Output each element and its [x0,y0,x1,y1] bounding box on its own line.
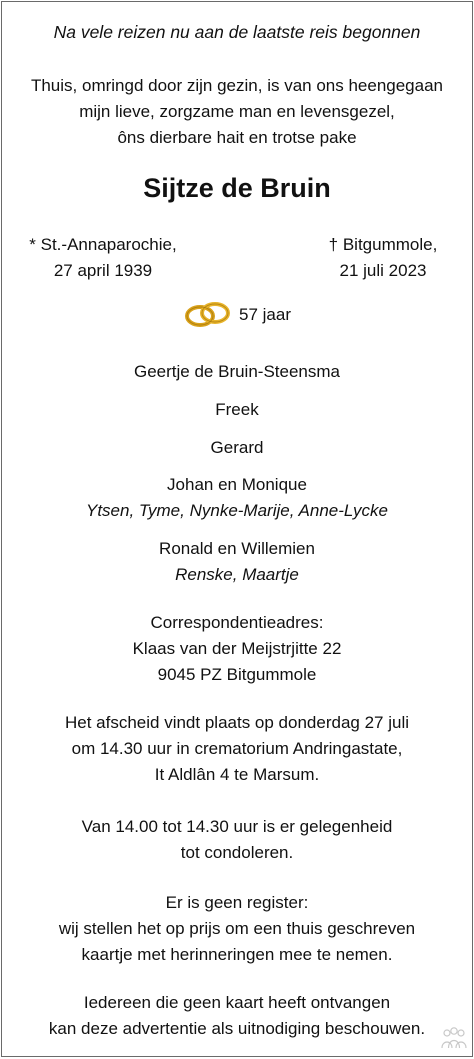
child-name: Johan en Monique [167,475,307,494]
register-info [2,890,472,968]
register-line: Er is geen register: [165,893,309,912]
correspondence-address [2,610,472,688]
family-spouse [2,359,472,385]
register-line: wij stellen het op prijs om een thuis geschreven [58,919,416,938]
register-line: kaartje met herinneringen mee te nemen. [81,945,393,964]
farewell-info [2,710,472,788]
family-child [2,397,472,423]
correspondence-street: Klaas van der Meijstrjitte 22 [132,639,342,658]
marriage-years [2,300,472,330]
farewell-line: om 14.30 uur in crematorium Andringastate, [71,739,403,758]
condolence-line: Van 14.00 tot 14.30 uur is er gelegenheid [81,817,393,836]
condolence-info [2,814,472,866]
people-group-icon [440,1026,468,1052]
family-child [2,435,472,461]
death-date: 21 juli 2023 [339,261,427,280]
child-name: Freek [215,400,259,419]
motto: Na vele reizen nu aan de laatste reis begonnen [53,22,421,42]
invitation-line: Iedereen die geen kaart heeft ontvangen [83,993,391,1012]
intro-line: mijn lieve, zorgzame man en levensgezel, [79,102,395,121]
spouse-name: Geertje de Bruin-Steensma [134,362,340,381]
deceased-name: Sijtze de Bruin [143,173,331,203]
correspondence-city: 9045 PZ Bitgummole [157,665,317,684]
obituary-card [1,1,473,1057]
farewell-line: It Aldlân 4 te Marsum. [154,765,320,784]
birth-info [18,232,188,284]
grandchildren-names: Renske, Maartje [175,565,299,584]
intro-line: ôns dierbare hait en trotse pake [117,128,357,147]
condolence-line: tot condoleren. [180,843,294,862]
child-name: Gerard [210,438,264,457]
family-child [2,536,472,588]
grandchildren-names: Ytsen, Tyme, Nynke-Marije, Anne-Lycke [85,501,388,520]
death-info [315,232,451,284]
invitation-line: kan deze advertentie als uitnodiging beschouwen. [48,1019,426,1038]
family-child [2,472,472,524]
farewell-line: Het afscheid vindt plaats op donderdag 27 juli [64,713,409,732]
correspondence-label: Correspondentieadres: [150,613,324,632]
child-name: Ronald en Willemien [159,539,315,558]
death-place: † Bitgummole, [328,235,438,254]
invitation-info [2,990,472,1042]
birth-place: * St.-Annaparochie, [29,235,177,254]
birth-date: 27 april 1939 [53,261,153,280]
intro-text [2,73,472,151]
wedding-rings-icon [183,300,233,330]
marriage-years-text: 57 jaar [239,305,291,324]
intro-line: Thuis, omringd door zijn gezin, is van ons heengegaan [30,76,444,95]
